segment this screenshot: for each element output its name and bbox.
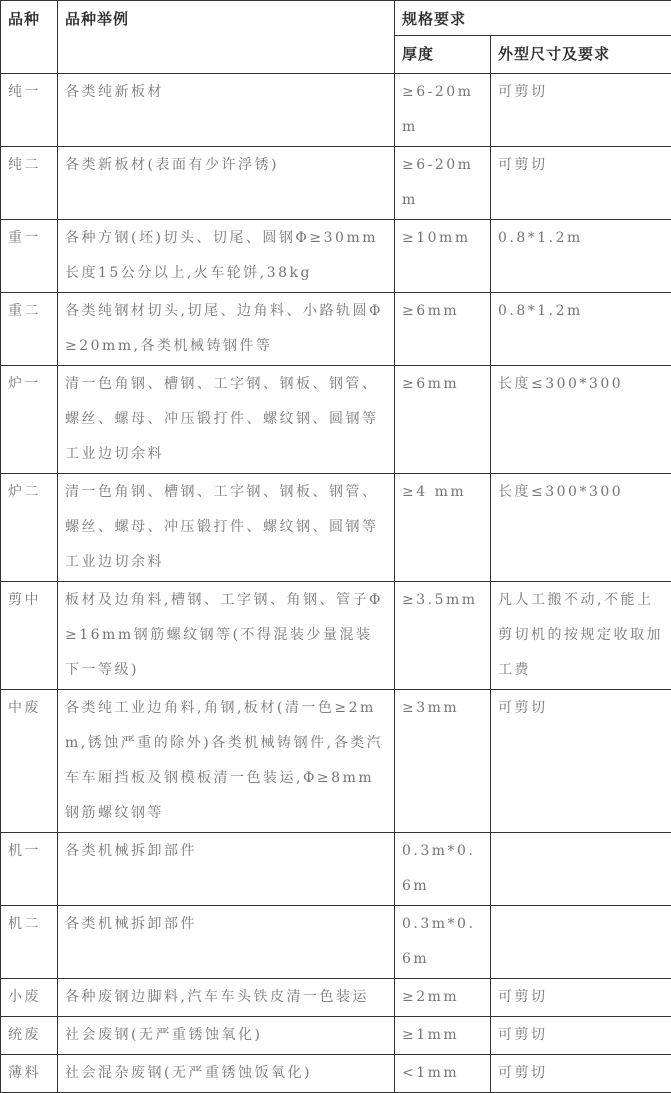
variety-cell: 重二 [1,293,58,366]
table-row [1,833,671,906]
examples-cell: 清一色角钢、槽钢、工字钢、钢板、钢管、螺丝、螺母、冲压锻打件、螺纹钢、圆钢等工业边切余料 [58,366,395,474]
thickness-cell: ≥3mm [395,690,491,833]
table-row [1,906,671,979]
dimension-cell: 可剪切 [491,147,671,220]
header-dimension: 外型尺寸及要求 [491,36,671,74]
thickness-cell: <1mm [395,1055,491,1093]
dimension-cell [491,906,671,979]
variety-cell: 剪中 [1,582,58,690]
examples-cell: 各类纯钢材切头,切尾、边角料、小路轨圆Φ≥20mm,各类机械铸钢件等 [58,293,395,366]
examples-cell: 各类纯新板材 [58,74,395,147]
examples-cell: 板材及边角料,槽钢、工字钢、角钢、管子Φ≥16mm钢筋螺纹钢等(不得混装少量混装下一等级) [58,582,395,690]
examples-cell: 社会混杂废钢(无严重锈蚀饭氧化) [58,1055,395,1093]
header-spec-group: 规格要求 [395,1,671,36]
header-examples: 品种举例 [58,1,395,74]
thickness-cell: ≥6-20mm [395,147,491,220]
variety-cell: 重一 [1,220,58,293]
examples-cell: 各种废钢边脚料,汽车车头铁皮清一色装运 [58,979,395,1017]
dimension-cell: 长度≤300*300 [491,474,671,582]
dimension-cell [491,833,671,906]
dimension-cell: 0.8*1.2m [491,220,671,293]
table-body [1,74,671,1093]
thickness-cell: ≥6-20mm [395,74,491,147]
variety-cell: 纯一 [1,74,58,147]
variety-cell: 机二 [1,906,58,979]
variety-cell: 中废 [1,690,58,833]
dimension-cell: 可剪切 [491,1055,671,1093]
table-row [1,147,671,220]
table-row [1,366,671,474]
examples-cell: 各类机械拆卸部件 [58,906,395,979]
dimension-cell: 可剪切 [491,690,671,833]
variety-cell: 机一 [1,833,58,906]
thickness-cell: ≥2mm [395,979,491,1017]
header-thickness: 厚度 [395,36,491,74]
table-row [1,474,671,582]
dimension-cell: 可剪切 [491,74,671,147]
table-row [1,1055,671,1093]
thickness-cell: ≥6mm [395,366,491,474]
variety-cell: 炉一 [1,366,58,474]
dimension-cell: 长度≤300*300 [491,366,671,474]
variety-cell: 薄料 [1,1055,58,1093]
thickness-cell: ≥10mm [395,220,491,293]
dimension-cell: 可剪切 [491,979,671,1017]
table-row [1,74,671,147]
variety-cell: 小废 [1,979,58,1017]
table-row [1,690,671,833]
thickness-cell: 0.3m*0.6m [395,906,491,979]
table-row [1,1017,671,1055]
thickness-cell: ≥6mm [395,293,491,366]
dimension-cell: 可剪切 [491,1017,671,1055]
table-row [1,979,671,1017]
examples-cell: 各类纯工业边角料,角钢,板材(清一色≥2mm,锈蚀严重的除外)各类机械铸钢件,各类汽车车厢挡板及钢模板清一色装运,Φ≥8mm钢筋螺纹钢等 [58,690,395,833]
thickness-cell: ≥1mm [395,1017,491,1055]
table-row [1,220,671,293]
dimension-cell: 0.8*1.2m [491,293,671,366]
examples-cell: 各种方钢(坯)切头、切尾、圆钢Φ≥30mm长度15公分以上,火车轮饼,38kg [58,220,395,293]
examples-cell: 社会废钢(无严重锈蚀氧化) [58,1017,395,1055]
variety-cell: 统废 [1,1017,58,1055]
header-variety: 品种 [1,1,58,74]
variety-cell: 纯二 [1,147,58,220]
table-row [1,293,671,366]
variety-cell: 炉二 [1,474,58,582]
thickness-cell: 0.3m*0.6m [395,833,491,906]
examples-cell: 清一色角钢、槽钢、工字钢、钢板、钢管、螺丝、螺母、冲压锻打件、螺纹钢、圆钢等工业边切余料 [58,474,395,582]
header-row-top [1,1,671,36]
examples-cell: 各类机械拆卸部件 [58,833,395,906]
examples-cell: 各类新板材(表面有少许浮锈) [58,147,395,220]
table-row [1,582,671,690]
thickness-cell: ≥3.5mm [395,582,491,690]
dimension-cell: 凡人工搬不动,不能上剪切机的按规定收取加工费 [491,582,671,690]
thickness-cell: ≥4 mm [395,474,491,582]
table-header [1,1,671,74]
